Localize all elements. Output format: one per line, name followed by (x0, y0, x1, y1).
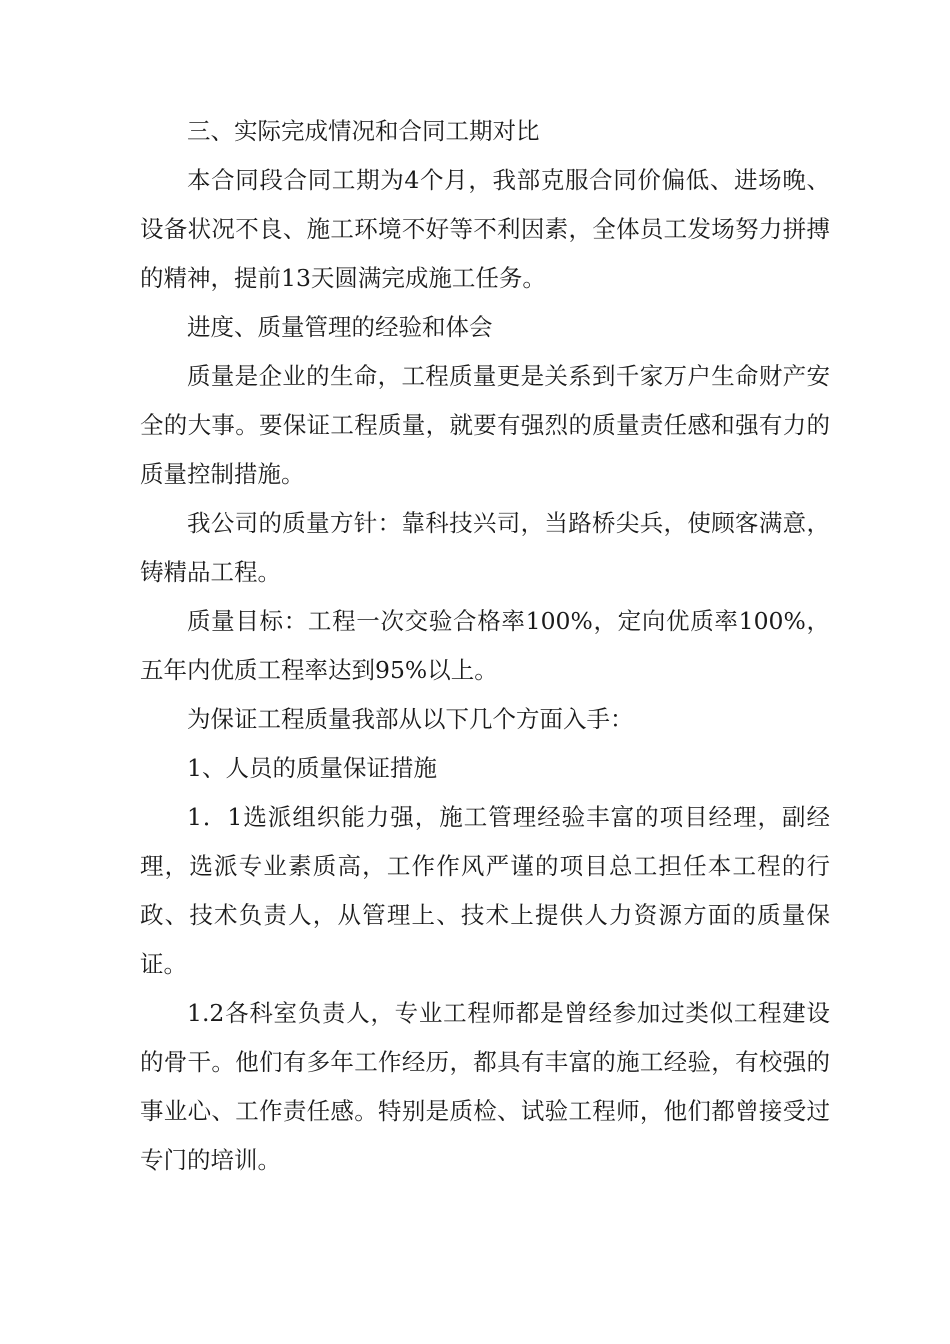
paragraph-quality-importance: 质量是企业的生命，工程质量更是关系到千家万户生命财产安全的大事。要保证工程质量，就要有强烈的质量责任感和强有力的质量控制措施。 (140, 362, 830, 488)
section-heading-completion: 三、实际完成情况和合同工期对比 (187, 117, 540, 145)
section-heading-experience: 进度、质量管理的经验和体会 (187, 313, 493, 341)
paragraph-item-1-2: 1.2各科室负责人，专业工程师都是曾经参加过类似工程建设的骨干。他们有多年工作经历，都具有丰富的施工经验，有校强的事业心、工作责任感。特别是质检、试验工程师，他们都曾接受过专门的培训。 (140, 999, 830, 1174)
subheading-personnel: 1、人员的质量保证措施 (187, 754, 437, 782)
paragraph-quality-goal: 质量目标：工程一次交验合格率100%，定向优质率100%，五年内优质工程率达到95%以上。 (140, 607, 830, 684)
document-body (140, 107, 830, 1185)
paragraph-approach: 为保证工程质量我部从以下几个方面入手： (187, 705, 634, 733)
paragraph-schedule: 本合同段合同工期为4个月，我部克服合同价偏低、进场晚、设备状况不良、施工环境不好等不利因素，全体员工发场努力拼搏的精神，提前13天圆满完成施工任务。 (140, 166, 830, 292)
paragraph-item-1-1: 1．1选派组织能力强，施工管理经验丰富的项目经理，副经理，选派专业素质高，工作作风严谨的项目总工担任本工程的行政、技术负责人，从管理上、技术上提供人力资源方面的质量保证。 (140, 803, 830, 978)
paragraph-quality-policy: 我公司的质量方针：靠科技兴司，当路桥尖兵，使顾客满意，铸精品工程。 (140, 509, 830, 586)
